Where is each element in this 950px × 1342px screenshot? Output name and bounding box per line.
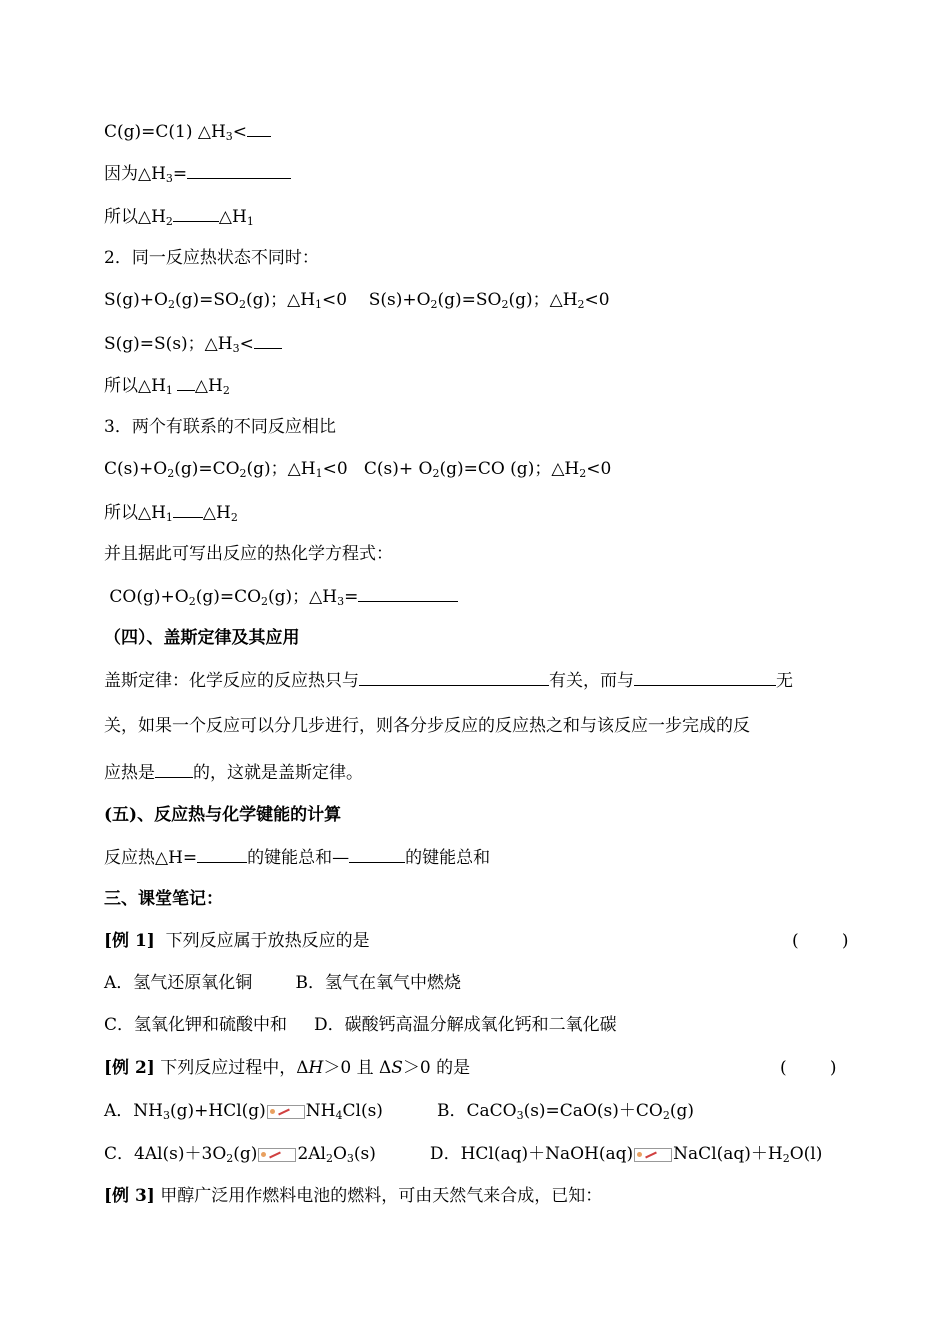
- line-bond-energy: 反应热△H= 的键能总和— 的键能总和: [104, 848, 491, 868]
- heading-bond-energy: (五)、反应热与化学键能的计算: [104, 805, 342, 825]
- answer-blank[interactable]: [187, 162, 291, 179]
- line-thermochemical-intro: 并且据此可写出反应的热化学方程式：: [104, 544, 393, 564]
- example-2-question: [例 2] 下列反应过程中，ΔH＞0 且 ΔS＞0 的是: [104, 1058, 471, 1078]
- example-1-options-cd: C．氢氧化钾和硫酸中和 D．碳酸钙高温分解成氧化钙和二氧化碳: [104, 1015, 617, 1035]
- heading-section-3: 3．两个有联系的不同反应相比: [104, 417, 336, 437]
- line-sulfur-state: S(g)=S(s)；$\triangle H_3<$: [104, 332, 282, 355]
- answer-blank[interactable]: [358, 585, 458, 602]
- answer-blank[interactable]: [197, 846, 247, 863]
- answer-blank[interactable]: [173, 501, 203, 518]
- answer-paren[interactable]: ( ): [792, 931, 849, 951]
- line-so-h1-h2-b: 所以$\triangle H_1$ $\triangle H_2$: [104, 503, 238, 524]
- answer-blank[interactable]: [634, 669, 776, 686]
- reaction-arrow-icon: [258, 1148, 296, 1162]
- answer-blank[interactable]: [155, 761, 193, 778]
- line-carbon-equations: $C(s)+O_2(g)=CO_2(g)$；$\triangle H_1<0$ $C(s)+ O_2(g)=CO$ (g)；$\triangle H_2<0$: [104, 459, 612, 480]
- answer-blank[interactable]: [349, 846, 405, 863]
- reaction-arrow-icon: [267, 1105, 305, 1119]
- example-3-question: [例 3] 甲醇广泛用作燃料电池的燃料，可由天然气来合成，已知：: [104, 1186, 603, 1206]
- line-so-h1-h2: 所以$\triangle H_1$ $\triangle H_2$: [104, 376, 230, 397]
- answer-blank[interactable]: [247, 120, 271, 137]
- example-2-options-ab: A．$NH_3(g)+HCl(g)$ $NH_4Cl(s)$ B．$CaCO_3(s)=CaO(s)+CO_2(g)$: [104, 1101, 694, 1122]
- line-because-h3: 因为$\triangle H_3=$: [104, 162, 291, 185]
- hess-law-line-1: 盖斯定律：化学反应的反应热只与 有关，而与 无: [104, 671, 793, 691]
- example-1-options-ab: A．氢气还原氧化铜 B．氢气在氧气中燃烧: [104, 973, 461, 993]
- heading-class-notes: 三、课堂笔记：: [104, 889, 223, 909]
- heading-hess-law: （四）、盖斯定律及其应用: [104, 628, 300, 648]
- example-1-question: [例 1] 下列反应属于放热反应的是: [104, 931, 370, 951]
- heading-section-2: 2．同一反应热状态不同时：: [104, 248, 319, 268]
- line-so-h2-h1: 所以$\triangle H_2$ $\triangle H_1$: [104, 207, 254, 228]
- hess-law-line-2: 关，如果一个反应可以分几步进行，则各分步反应的反应热之和与该反应一步完成的反: [104, 716, 750, 736]
- reaction-arrow-icon: [634, 1148, 672, 1162]
- answer-paren[interactable]: ( ): [780, 1058, 837, 1078]
- line-c-gas-liquid: C(g)=C(1) $\triangle H_3<$: [104, 120, 271, 143]
- answer-blank[interactable]: [254, 332, 282, 349]
- answer-blank[interactable]: [173, 205, 219, 222]
- answer-blank[interactable]: [177, 374, 195, 391]
- line-co-equation: $CO(g)+O_2(g)=CO_2(g)$；$\triangle H_3=$: [104, 585, 458, 608]
- line-sulfur-equations: $S(g)+O_2(g)=SO_2(g)$；$\triangle H_1<0$ $S(s)+O_2(g)=SO_2(g)$；$\triangle H_2<0$: [104, 290, 610, 311]
- answer-blank[interactable]: [359, 669, 549, 686]
- hess-law-line-3: 应热是 的，这就是盖斯定律。: [104, 763, 363, 783]
- example-2-options-cd: C．$4Al(s)+3O_2(g)$ $2Al_2O_3(s)$ D．HCl(aq)＋NaOH(aq) $NaCl(aq)+H_2O(l)$: [104, 1144, 823, 1165]
